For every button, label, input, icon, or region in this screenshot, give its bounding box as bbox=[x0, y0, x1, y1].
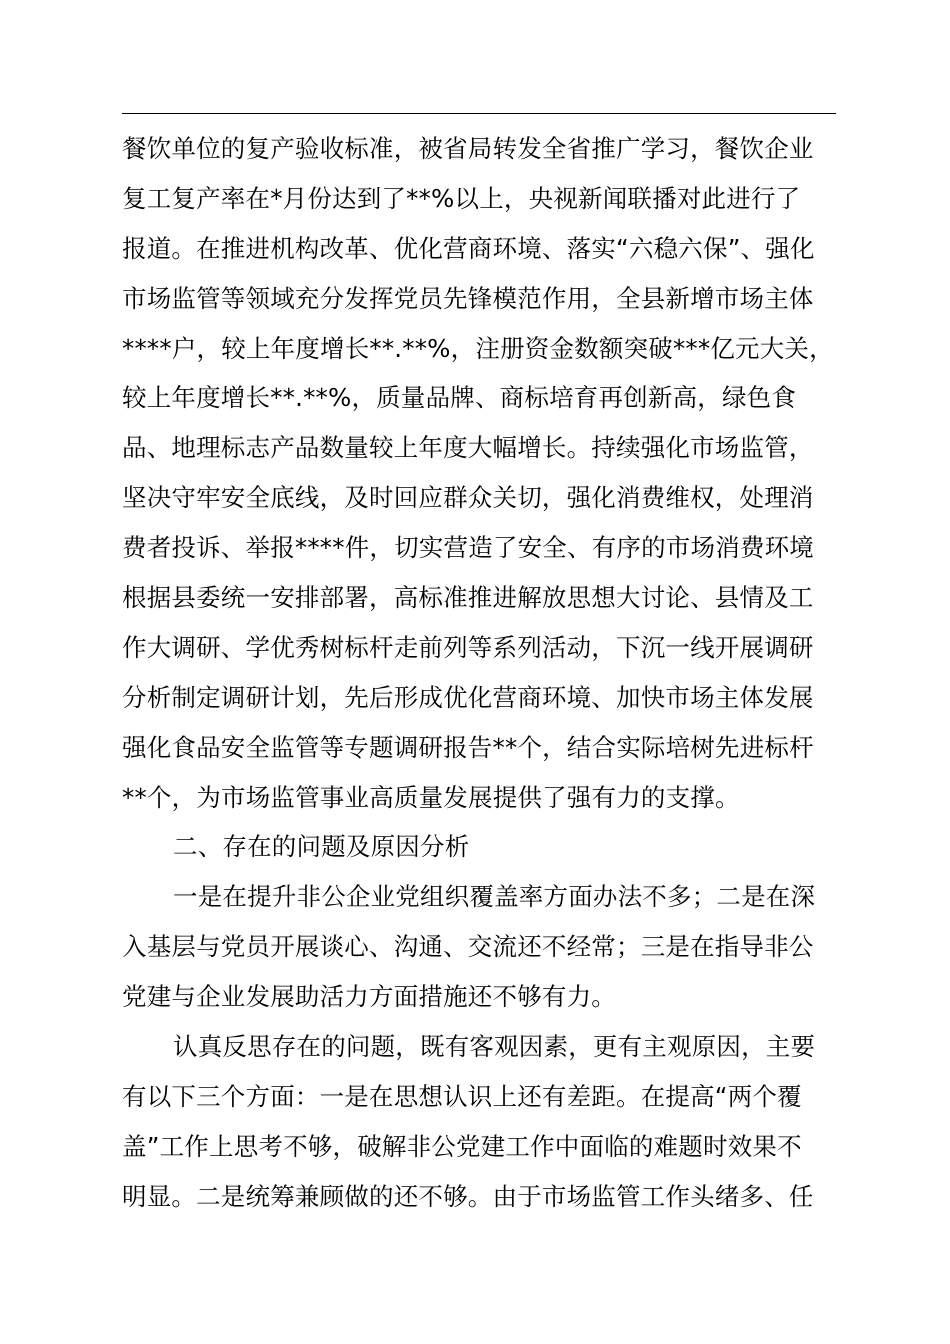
text-line: 入基层与党员开展谈心、沟通、交流还不经常；三是在指导非公 bbox=[122, 932, 814, 962]
text-line: 明显。二是统筹兼顾做的还不够。由于市场监管工作头绪多、任 bbox=[122, 1181, 814, 1211]
text-line: 有以下三个方面：一是在思想认识上还有差距。在提高“两个覆 bbox=[122, 1081, 802, 1111]
text-line: 盖”工作上思考不够，破解非公党建工作中面临的难题时效果不 bbox=[122, 1131, 802, 1161]
text-line: **个，为市场监管事业高质量发展提供了强有力的支撑。 bbox=[122, 782, 740, 812]
text-line: 根据县委统一安排部署，高标准推进解放思想大讨论、县情及工 bbox=[122, 583, 814, 613]
text-line: 费者投诉、举报****件，切实营造了安全、有序的市场消费环境 bbox=[122, 533, 814, 563]
text-line: 市场监管等领域充分发挥党员先锋模范作用，全县新增市场主体 bbox=[122, 283, 814, 313]
document-body bbox=[122, 124, 862, 1222]
text-line: 餐饮单位的复产验收标准，被省局转发全省推广学习，餐饮企业 bbox=[122, 134, 814, 163]
text-line: 党建与企业发展助活力方面措施还不够有力。 bbox=[122, 982, 616, 1012]
text-line: 报道。在推进机构改革、优化营商环境、落实“六稳六保”、强化 bbox=[122, 233, 815, 263]
header-rule bbox=[122, 113, 836, 114]
text-line: 分析制定调研计划，先后形成优化营商环境、加快市场主体发展 bbox=[122, 682, 814, 712]
text-line: 作大调研、学优秀树标杆走前列等系列活动，下沉一线开展调研 bbox=[122, 632, 814, 662]
text-line: 强化食品安全监管等专题调研报告**个，结合实际培树先进标杆 bbox=[122, 732, 814, 762]
text-line: 复工复产率在*月份达到了**%以上，央视新闻联播对此进行了 bbox=[122, 183, 801, 213]
section-heading: 二、存在的问题及原因分析 bbox=[173, 832, 470, 862]
text-line: 认真反思存在的问题，既有客观因素，更有主观原因，主要 bbox=[173, 1032, 816, 1062]
text-line: ****户，较上年度增长**.**%，注册资金数额突破***亿元大关， bbox=[122, 333, 834, 363]
text-line: 较上年度增长**.**%，质量品牌、商标培育再创新高，绿色食 bbox=[122, 383, 797, 413]
text-line: 一是在提升非公企业党组织覆盖率方面办法不多；二是在深 bbox=[173, 882, 816, 912]
text-line: 品、地理标志产品数量较上年度大幅增长。持续强化市场监管， bbox=[122, 433, 814, 463]
text-line: 坚决守牢安全底线，及时回应群众关切，强化消费维权，处理消 bbox=[122, 483, 814, 513]
